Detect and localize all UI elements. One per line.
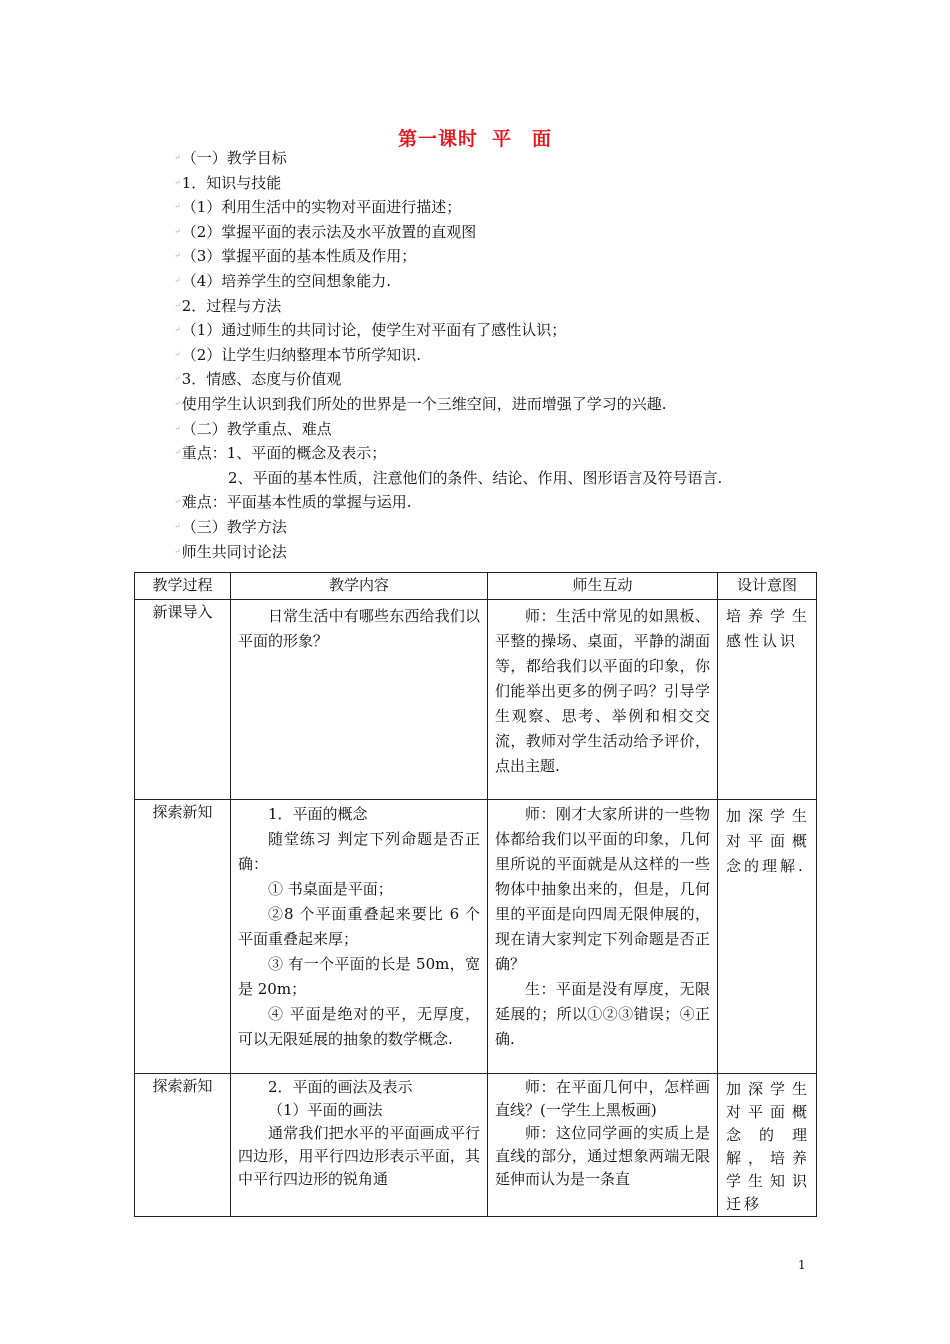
header-content: 教学内容: [231, 573, 488, 600]
intent-cell: 加深学生对平面概念的理解.: [718, 800, 817, 1074]
title-right: 平 面: [492, 128, 553, 150]
table-row: [135, 1074, 817, 1217]
body-text: [174, 146, 824, 564]
stage-cell: 探索新知: [135, 800, 231, 1074]
paragraph: 2、平面的基本性质，注意他们的条件、结论、作用、图形语言及符号语言.: [228, 468, 723, 487]
lesson-plan-table: [134, 572, 817, 1217]
paragraph: ↵难点：平面基本性质的掌握与运用.: [174, 493, 412, 512]
header-intent: 设计意图: [718, 573, 817, 600]
paragraph: ↵使用学生认识到我们所处的世界是一个三维空间，进而增强了学习的兴趣.: [174, 394, 667, 413]
content-cell: 1．平面的概念 随堂练习 判定下列命题是否正确： ① 书桌面是平面； ②8 个平面重叠起来要比 6 个平面重叠起来厚； ③ 有一个平面的长是 50m，宽是 20m； ④ 平面是绝对的平，无厚度，可以无限延展的抽象的数学概念.: [231, 800, 488, 1074]
stage-cell: 探索新知: [135, 1074, 231, 1217]
header-stage: 教学过程: [135, 573, 231, 600]
paragraph: ↵（2）让学生归纳整理本节所学知识.: [174, 345, 422, 364]
interaction-cell: 师：刚才大家所讲的一些物体都给我们以平面的印象，几何里所说的平面就是从这样的一些物体中抽象出来的，但是，几何里的平面是向四周无限伸展的，现在请大家判定下列命题是否正确？ 生：平面是没有厚度，无限延展的；所以①②③错误；④正确.: [488, 800, 718, 1074]
paragraph: ↵（3）掌握平面的基本性质及作用；: [174, 247, 417, 266]
paragraph: ↵1．知识与技能: [174, 173, 282, 192]
paragraph: ↵（1）通过师生的共同讨论，使学生对平面有了感性认识；: [174, 321, 567, 340]
paragraph: ↵（一）教学目标: [174, 149, 287, 167]
page-number: 1: [798, 1258, 806, 1272]
paragraph: ↵（4）培养学生的空间想象能力.: [174, 271, 392, 290]
interaction-cell: 师：在平面几何中，怎样画直线？(一学生上黑板画) 师：这位同学画的实质上是直线的部分，通过想象两端无限延伸而认为是一条直: [488, 1074, 718, 1217]
paragraph: ↵师生共同讨论法: [174, 542, 287, 561]
interaction-cell: 师：生活中常见的如黑板、平整的操场、桌面，平静的湖面等，都给我们以平面的印象，你们能举出更多的例子吗？引导学生观察、思考、举例和相交交流，教师对学生活动给予评价，点出主题.: [488, 600, 718, 800]
table-header-row: [135, 573, 817, 600]
paragraph: ↵（二）教学重点、难点: [174, 419, 332, 438]
content-cell: 2．平面的画法及表示 （1）平面的画法 通常我们把水平的平面画成平行四边形，用平行四边形表示平面，其中平行四边形的锐角通: [231, 1074, 488, 1217]
title-left: 第一课时: [397, 128, 478, 150]
paragraph: ↵重点：1、平面的概念及表示；: [174, 444, 387, 463]
paragraph: ↵3．情感、态度与价值观: [174, 370, 342, 389]
paragraph: ↵（三）教学方法: [174, 517, 287, 536]
header-interaction: 师生互动: [488, 573, 718, 600]
content-cell: 日常生活中有哪些东西给我们以平面的形象？: [231, 600, 488, 800]
paragraph: ↵（2）掌握平面的表示法及水平放置的直观图: [174, 222, 477, 241]
paragraph: ↵2．过程与方法: [174, 296, 282, 315]
table-row: [135, 800, 817, 1074]
paragraph: ↵（1）利用生活中的实物对平面进行描述；: [174, 198, 462, 217]
stage-cell: 新课导入: [135, 600, 231, 800]
intent-cell: 培养学生感性认识: [718, 600, 817, 800]
intent-cell: 加深学生对平面概念的理解，培养学生知识迁移: [718, 1074, 817, 1217]
table-row: [135, 600, 817, 800]
